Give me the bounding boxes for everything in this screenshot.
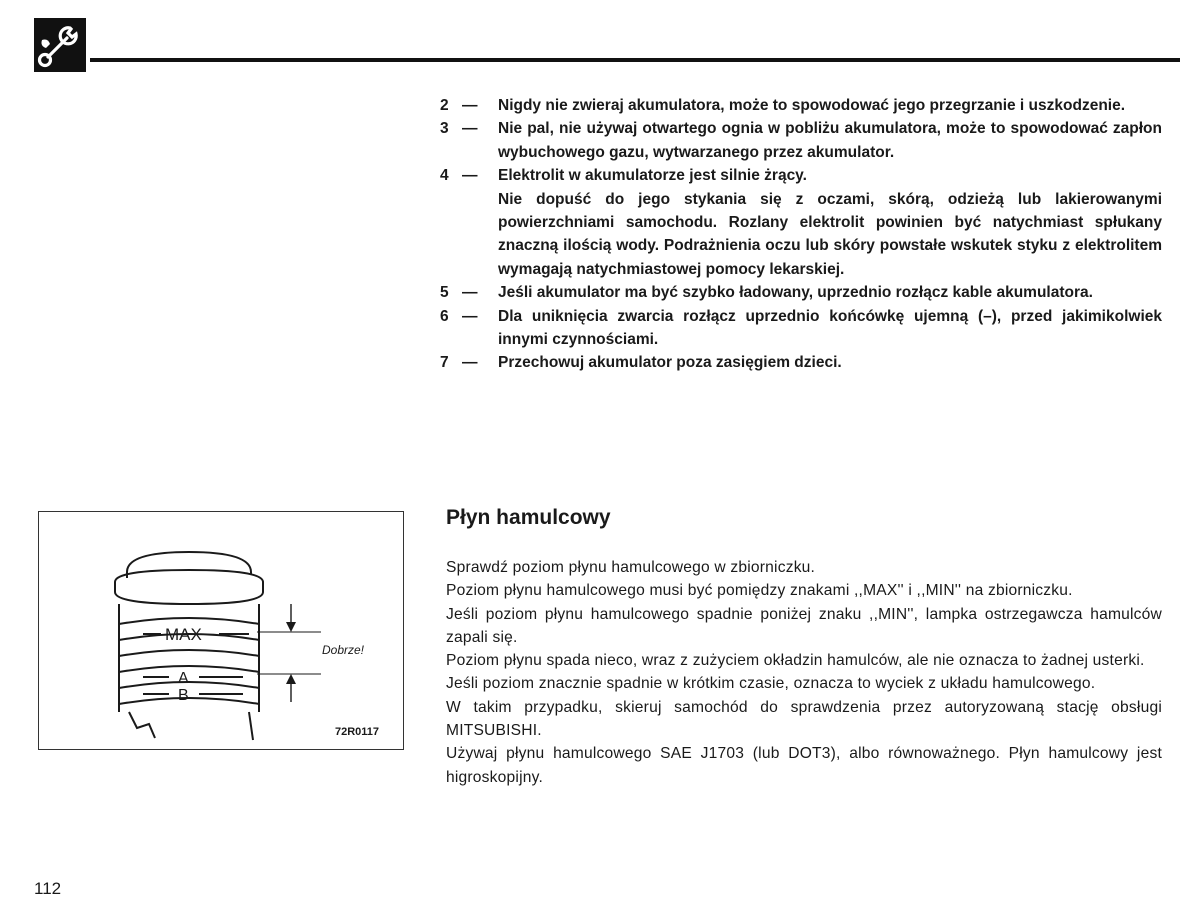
section-title: Płyn hamulcowy	[446, 506, 611, 529]
warning-list	[440, 94, 1162, 375]
warning-item	[440, 117, 1162, 164]
warning-line: Elektrolit w akumulatorze jest silnie żrący.	[498, 167, 807, 185]
warning-dash: —	[462, 284, 478, 302]
warning-number: 3	[440, 120, 449, 138]
warning-line: Nie pal, nie używaj otwartego ognia w pobliżu akumulatora, może to spowodować zapłon wybuchowego gazu, wytwarzanego przez akumulator.	[498, 120, 1162, 161]
warning-dash: —	[462, 97, 478, 114]
reservoir-drawing	[39, 512, 402, 748]
warning-dash: —	[462, 167, 478, 185]
warning-line: Nigdy nie zwieraj akumulatora, może to spowodować jego przegrzanie i uszkodzenie.	[498, 97, 1126, 114]
label-ok: Dobrze!	[322, 643, 365, 657]
warning-dash: —	[462, 307, 478, 325]
warning-text	[498, 281, 1162, 304]
label-b: B	[178, 687, 189, 704]
page-number: 112	[34, 879, 62, 898]
wrench-icon	[34, 18, 86, 72]
warning-line: Nie dopuść do jego stykania się z oczami, skórą, odzieżą lub lakierowanymi powierzchniami samochodu. Rozlany elektrolit powinien być natychmiast spłukany znaczną ilością wody. Podrażnienia oczu lub skóry powstałe wskutek styku z elektrolitem wymagają natychmiastowej pomocy lekarskiej.	[498, 190, 1162, 278]
body-paragraph: Jeśli poziom znacznie spadnie w krótkim czasie, oznacza to wyciek z układu hamulcowego.	[446, 675, 1096, 693]
warning-number: 2	[440, 97, 449, 114]
warning-text	[498, 117, 1162, 164]
warning-line: Przechowuj akumulator poza zasięgiem dzieci.	[498, 354, 842, 372]
warning-line: Dla uniknięcia zwarcia rozłącz uprzednio końcówkę ujemną (–), przed jakimikolwiek innymi czynnościami.	[498, 307, 1162, 349]
warning-text	[498, 351, 1162, 374]
warning-text	[498, 305, 1162, 352]
warning-dash: —	[462, 354, 478, 372]
body-paragraph: Sprawdź poziom płynu hamulcowego w zbiorniczku.	[446, 559, 816, 576]
warning-item	[440, 305, 1162, 352]
warning-text	[498, 164, 1162, 281]
warning-number: 5	[440, 284, 449, 302]
section-body	[446, 556, 1162, 789]
warning-number: 4	[440, 167, 449, 185]
warning-item	[440, 164, 1162, 281]
reservoir-figure	[38, 511, 404, 750]
body-paragraph: W takim przypadku, skieruj samochód do sprawdzenia przez autoryzowaną stację obsługi MITSUBISHI.	[446, 698, 1162, 740]
body-paragraph: Poziom płynu hamulcowego musi być pomiędzy znakami ,,MAX'' i ,,MIN'' na zbiorniczku.	[446, 582, 1073, 600]
warning-number: 6	[440, 307, 449, 325]
warning-item	[440, 94, 1162, 117]
warning-item	[440, 351, 1162, 374]
header-rule	[90, 58, 1180, 62]
warning-dash: —	[462, 120, 478, 138]
label-a: A	[178, 670, 189, 687]
warning-number: 7	[440, 354, 449, 372]
label-max: MAX	[165, 625, 202, 644]
warning-item	[440, 281, 1162, 304]
warning-line: Jeśli akumulator ma być szybko ładowany, uprzednio rozłącz kable akumulatora.	[498, 284, 1093, 302]
figure-code: 72R0117	[335, 726, 380, 738]
body-paragraph: Poziom płynu spada nieco, wraz z zużyciem okładzin hamulców, ale nie oznacza to żadnej usterki.	[446, 652, 1145, 670]
body-paragraph: Jeśli poziom płynu hamulcowego spadnie poniżej znaku ,,MIN'', lampka ostrzegawcza hamulców zapali się.	[446, 605, 1162, 646]
body-paragraph: Używaj płynu hamulcowego SAE J1703 (lub DOT3), albo równoważnego. Płyn hamulcowy jest higroskopijny.	[446, 745, 1162, 786]
warning-text	[498, 94, 1162, 117]
